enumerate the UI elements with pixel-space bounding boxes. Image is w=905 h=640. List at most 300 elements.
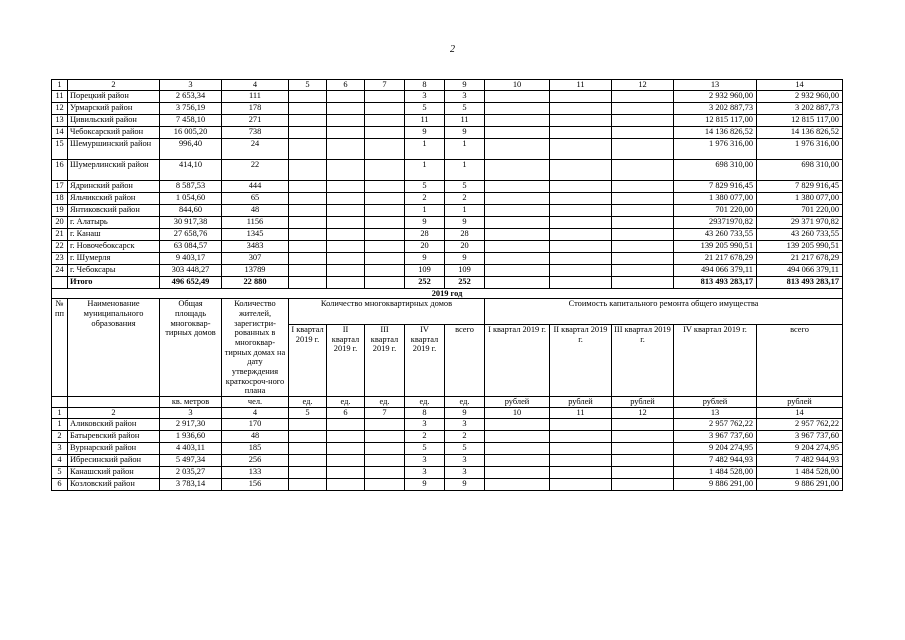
total-count-cell: 2 <box>445 430 485 442</box>
empty-cell <box>485 228 550 240</box>
area-cell: 27 658,76 <box>160 228 222 240</box>
residents-cell: 1345 <box>222 228 289 240</box>
header-area: Общая площадь многоквар-тирных домов <box>160 299 222 397</box>
empty-cell <box>485 204 550 216</box>
empty-cell <box>612 442 674 454</box>
empty-cell <box>365 466 405 478</box>
empty-cell <box>327 159 365 180</box>
unit-area: кв. метров <box>160 396 222 407</box>
total-row <box>52 276 843 288</box>
empty-cell <box>550 240 612 252</box>
total-count-cell: 3 <box>445 466 485 478</box>
q4-count-cell: 5 <box>405 180 445 192</box>
header-q1: I квартал 2019 г. <box>289 324 327 396</box>
total-cost-cell: 2 932 960,00 <box>757 90 843 102</box>
empty-cell <box>365 478 405 490</box>
area-cell: 2 653,34 <box>160 90 222 102</box>
empty-cell <box>68 396 160 407</box>
municipality-name-cell: г. Алатырь <box>68 216 160 228</box>
empty-cell <box>550 114 612 126</box>
municipality-name-cell: Ибресинский район <box>68 454 160 466</box>
empty-cell <box>289 252 327 264</box>
empty-cell <box>485 252 550 264</box>
repair-plan-table <box>51 79 843 491</box>
total-q4-cost: 813 493 283,17 <box>674 276 757 288</box>
empty-cell <box>485 276 550 288</box>
unit-ed: ед. <box>405 396 445 407</box>
row-number-cell: 2 <box>52 430 68 442</box>
q4-count-cell: 3 <box>405 90 445 102</box>
empty-cell <box>612 252 674 264</box>
empty-cell <box>550 276 612 288</box>
total-count-cell: 20 <box>445 240 485 252</box>
unit-residents: чел. <box>222 396 289 407</box>
area-cell: 996,40 <box>160 138 222 159</box>
total-cost: 813 493 283,17 <box>757 276 843 288</box>
empty-cell <box>365 228 405 240</box>
empty-cell <box>289 126 327 138</box>
empty-cell <box>485 102 550 114</box>
header-cq4: IV квартал 2019 г. <box>674 324 757 396</box>
total-cost-cell: 21 217 678,29 <box>757 252 843 264</box>
empty-cell <box>289 240 327 252</box>
empty-cell <box>327 90 365 102</box>
q4-cost-cell: 1 380 077,00 <box>674 192 757 204</box>
empty-cell <box>289 466 327 478</box>
empty-cell <box>365 102 405 114</box>
municipality-name-cell: Вурнарский район <box>68 442 160 454</box>
column-number-cell: 11 <box>550 407 612 418</box>
total-count-cell: 9 <box>445 478 485 490</box>
empty-cell <box>550 430 612 442</box>
q4-count-cell: 5 <box>405 102 445 114</box>
table-row <box>52 102 843 114</box>
empty-cell <box>327 204 365 216</box>
empty-cell <box>550 159 612 180</box>
header-q4: IV квартал 2019 г. <box>405 324 445 396</box>
q4-cost-cell: 7 482 944,93 <box>674 454 757 466</box>
empty-cell <box>550 252 612 264</box>
empty-cell <box>365 430 405 442</box>
unit-ed: ед. <box>445 396 485 407</box>
empty-cell <box>289 454 327 466</box>
table-row <box>52 90 843 102</box>
column-number-cell: 5 <box>289 80 327 91</box>
empty-cell <box>485 159 550 180</box>
row-number-cell: 22 <box>52 240 68 252</box>
municipality-name-cell: Цивильский район <box>68 114 160 126</box>
total-count-cell: 5 <box>445 442 485 454</box>
empty-cell <box>327 478 365 490</box>
unit-ed: ед. <box>327 396 365 407</box>
empty-cell <box>485 454 550 466</box>
empty-cell <box>550 442 612 454</box>
column-number-cell: 10 <box>485 80 550 91</box>
total-cost-cell: 2 957 762,22 <box>757 418 843 430</box>
unit-rub: рублей <box>550 396 612 407</box>
municipality-name-cell: Порецкий район <box>68 90 160 102</box>
total-cost-cell: 7 829 916,45 <box>757 180 843 192</box>
q4-count-cell: 28 <box>405 228 445 240</box>
empty-cell <box>289 192 327 204</box>
municipality-name-cell: Аликовский район <box>68 418 160 430</box>
area-cell: 2 035,27 <box>160 466 222 478</box>
empty-cell <box>550 454 612 466</box>
header-row <box>52 299 843 325</box>
empty-cell <box>612 264 674 276</box>
municipality-name-cell: Шумерлинский район <box>68 159 160 180</box>
total-cost-cell: 9 886 291,00 <box>757 478 843 490</box>
q4-cost-cell: 1 484 528,00 <box>674 466 757 478</box>
q4-count-cell: 9 <box>405 126 445 138</box>
empty-cell <box>365 276 405 288</box>
residents-cell: 185 <box>222 442 289 454</box>
empty-cell <box>365 216 405 228</box>
table-row <box>52 138 843 159</box>
header-municipality: Наименование муниципального образования <box>68 299 160 397</box>
q4-cost-cell: 1 976 316,00 <box>674 138 757 159</box>
column-number-cell: 8 <box>405 80 445 91</box>
total-residents: 22 880 <box>222 276 289 288</box>
empty-cell <box>485 114 550 126</box>
total-cost-cell: 1 484 528,00 <box>757 466 843 478</box>
empty-cell <box>485 192 550 204</box>
empty-cell <box>327 454 365 466</box>
total-cost-cell: 7 482 944,93 <box>757 454 843 466</box>
residents-cell: 170 <box>222 418 289 430</box>
municipality-name-cell: Урмарский район <box>68 102 160 114</box>
row-number-cell: 5 <box>52 466 68 478</box>
column-number-cell: 2 <box>68 80 160 91</box>
q4-cost-cell: 2 957 762,22 <box>674 418 757 430</box>
residents-cell: 111 <box>222 90 289 102</box>
q4-cost-cell: 701 220,00 <box>674 204 757 216</box>
total-count-cell: 1 <box>445 138 485 159</box>
unit-rub: рублей <box>612 396 674 407</box>
unit-rub: рублей <box>674 396 757 407</box>
table-row <box>52 430 843 442</box>
empty-cell <box>289 478 327 490</box>
empty-cell <box>327 442 365 454</box>
total-cost-cell: 3 967 737,60 <box>757 430 843 442</box>
empty-cell <box>289 138 327 159</box>
empty-cell <box>365 204 405 216</box>
q4-count-cell: 9 <box>405 478 445 490</box>
area-cell: 5 497,34 <box>160 454 222 466</box>
header-cost-group: Стоимость капитального ремонта общего имущества <box>485 299 843 325</box>
total-count-cell: 1 <box>445 159 485 180</box>
empty-cell <box>289 216 327 228</box>
header-call: всего <box>757 324 843 396</box>
q4-cost-cell: 9 204 274,95 <box>674 442 757 454</box>
empty-cell <box>485 126 550 138</box>
table-row <box>52 240 843 252</box>
municipality-name-cell: Канашский район <box>68 466 160 478</box>
total-count-cell: 9 <box>445 252 485 264</box>
empty-cell <box>612 180 674 192</box>
column-number-cell: 1 <box>52 80 68 91</box>
empty-cell <box>485 430 550 442</box>
empty-cell <box>550 126 612 138</box>
table-row <box>52 264 843 276</box>
column-number-cell: 9 <box>445 407 485 418</box>
row-number-cell: 19 <box>52 204 68 216</box>
empty-cell <box>52 276 68 288</box>
total-count-cell: 3 <box>445 418 485 430</box>
q4-cost-cell: 12 815 117,00 <box>674 114 757 126</box>
area-cell: 414,10 <box>160 159 222 180</box>
q4-cost-cell: 3 202 887,73 <box>674 102 757 114</box>
row-number-cell: 11 <box>52 90 68 102</box>
municipality-name-cell: г. Шумерля <box>68 252 160 264</box>
total-cost-cell: 701 220,00 <box>757 204 843 216</box>
q4-count-cell: 5 <box>405 442 445 454</box>
empty-cell <box>365 454 405 466</box>
empty-cell <box>289 114 327 126</box>
area-cell: 3 783,14 <box>160 478 222 490</box>
empty-cell <box>550 478 612 490</box>
row-number-cell: 3 <box>52 442 68 454</box>
empty-cell <box>550 228 612 240</box>
empty-cell <box>365 159 405 180</box>
municipality-name-cell: Батыревский район <box>68 430 160 442</box>
header-count-group: Количество многоквартирных домов <box>289 299 485 325</box>
empty-cell <box>327 228 365 240</box>
q4-count-cell: 1 <box>405 159 445 180</box>
empty-cell <box>289 204 327 216</box>
column-number-cell: 6 <box>327 407 365 418</box>
row-number-cell: 23 <box>52 252 68 264</box>
table-row <box>52 252 843 264</box>
municipality-name-cell: Чебоксарский район <box>68 126 160 138</box>
q4-count-cell: 3 <box>405 466 445 478</box>
row-number-cell: 1 <box>52 418 68 430</box>
empty-cell <box>550 192 612 204</box>
empty-cell <box>612 418 674 430</box>
area-cell: 1 936,60 <box>160 430 222 442</box>
table-row <box>52 466 843 478</box>
row-number-cell: 16 <box>52 159 68 180</box>
q4-count-cell: 1 <box>405 138 445 159</box>
table-row <box>52 228 843 240</box>
header-all: всего <box>445 324 485 396</box>
empty-cell <box>327 240 365 252</box>
header-cq3: III квартал 2019 г. <box>612 324 674 396</box>
total-area: 496 652,49 <box>160 276 222 288</box>
empty-cell <box>289 180 327 192</box>
empty-cell <box>327 180 365 192</box>
empty-cell <box>327 264 365 276</box>
residents-cell: 13789 <box>222 264 289 276</box>
area-cell: 303 448,27 <box>160 264 222 276</box>
table-row <box>52 418 843 430</box>
units-row <box>52 396 843 407</box>
empty-cell <box>612 90 674 102</box>
table-row <box>52 126 843 138</box>
empty-cell <box>365 252 405 264</box>
total-cost-cell: 1 380 077,00 <box>757 192 843 204</box>
total-cost-cell: 9 204 274,95 <box>757 442 843 454</box>
residents-cell: 738 <box>222 126 289 138</box>
row-number-cell: 13 <box>52 114 68 126</box>
empty-cell <box>550 204 612 216</box>
total-label: Итого <box>68 276 160 288</box>
column-number-cell: 11 <box>550 80 612 91</box>
q4-cost-cell: 698 310,00 <box>674 159 757 180</box>
table-row <box>52 478 843 490</box>
row-number-cell: 12 <box>52 102 68 114</box>
column-number-cell: 10 <box>485 407 550 418</box>
q4-count-cell: 3 <box>405 418 445 430</box>
area-cell: 3 756,19 <box>160 102 222 114</box>
column-number-cell: 3 <box>160 80 222 91</box>
column-number-cell: 14 <box>757 80 843 91</box>
area-cell: 16 005,20 <box>160 126 222 138</box>
empty-cell <box>612 240 674 252</box>
area-cell: 1 054,60 <box>160 192 222 204</box>
row-number-cell: 21 <box>52 228 68 240</box>
q4-count-cell: 11 <box>405 114 445 126</box>
empty-cell <box>612 466 674 478</box>
empty-cell <box>365 114 405 126</box>
year-title: 2019 год <box>52 288 843 299</box>
header-q2: II квартал 2019 г. <box>327 324 365 396</box>
empty-cell <box>612 276 674 288</box>
column-number-cell: 3 <box>160 407 222 418</box>
empty-cell <box>485 442 550 454</box>
empty-cell <box>365 240 405 252</box>
residents-cell: 256 <box>222 454 289 466</box>
row-number-cell: 15 <box>52 138 68 159</box>
empty-cell <box>327 192 365 204</box>
q4-cost-cell: 3 967 737,60 <box>674 430 757 442</box>
empty-cell <box>365 192 405 204</box>
empty-cell <box>550 418 612 430</box>
empty-cell <box>289 276 327 288</box>
empty-cell <box>289 159 327 180</box>
empty-cell <box>365 126 405 138</box>
unit-rub: рублей <box>757 396 843 407</box>
residents-cell: 133 <box>222 466 289 478</box>
residents-cell: 22 <box>222 159 289 180</box>
empty-cell <box>612 192 674 204</box>
total-count-cell: 5 <box>445 180 485 192</box>
total-count-cell: 28 <box>445 228 485 240</box>
header-cq1: I квартал 2019 г. <box>485 324 550 396</box>
total-cost-cell: 14 136 826,52 <box>757 126 843 138</box>
empty-cell <box>485 478 550 490</box>
empty-cell <box>327 126 365 138</box>
area-cell: 2 917,30 <box>160 418 222 430</box>
column-number-cell: 4 <box>222 407 289 418</box>
column-number-cell: 13 <box>674 407 757 418</box>
total-cost-cell: 494 066 379,11 <box>757 264 843 276</box>
residents-cell: 48 <box>222 204 289 216</box>
empty-cell <box>612 204 674 216</box>
empty-cell <box>365 90 405 102</box>
empty-cell <box>365 442 405 454</box>
area-cell: 7 458,10 <box>160 114 222 126</box>
column-number-cell: 7 <box>365 407 405 418</box>
empty-cell <box>289 90 327 102</box>
empty-cell <box>612 138 674 159</box>
empty-cell <box>365 264 405 276</box>
column-number-row <box>52 80 843 91</box>
municipality-name-cell: г. Чебоксары <box>68 264 160 276</box>
column-number-cell: 4 <box>222 80 289 91</box>
header-number: № пп <box>52 299 68 397</box>
total-count-cell: 3 <box>445 454 485 466</box>
empty-cell <box>485 138 550 159</box>
q4-count-cell: 109 <box>405 264 445 276</box>
municipality-name-cell: г. Новочебоксарск <box>68 240 160 252</box>
municipality-name-cell: Янтиковский район <box>68 204 160 216</box>
table-row <box>52 180 843 192</box>
empty-cell <box>289 418 327 430</box>
total-count-cell: 2 <box>445 192 485 204</box>
empty-cell <box>327 430 365 442</box>
total-cost-cell: 698 310,00 <box>757 159 843 180</box>
q4-cost-cell: 139 205 990,51 <box>674 240 757 252</box>
residents-cell: 307 <box>222 252 289 264</box>
residents-cell: 1156 <box>222 216 289 228</box>
area-cell: 63 084,57 <box>160 240 222 252</box>
empty-cell <box>485 466 550 478</box>
empty-cell <box>612 216 674 228</box>
unit-ed: ед. <box>365 396 405 407</box>
q4-count-cell: 20 <box>405 240 445 252</box>
empty-cell <box>485 90 550 102</box>
q4-cost-cell: 43 260 733,55 <box>674 228 757 240</box>
area-cell: 9 403,17 <box>160 252 222 264</box>
total-cost-cell: 12 815 117,00 <box>757 114 843 126</box>
municipality-name-cell: Козловский район <box>68 478 160 490</box>
column-number-cell: 8 <box>405 407 445 418</box>
table-row <box>52 204 843 216</box>
row-number-cell: 17 <box>52 180 68 192</box>
q4-cost-cell: 29371970,82 <box>674 216 757 228</box>
column-number-cell: 1 <box>52 407 68 418</box>
q4-count-cell: 1 <box>405 204 445 216</box>
municipality-name-cell: Шемуршинский район <box>68 138 160 159</box>
municipality-name-cell: г. Канаш <box>68 228 160 240</box>
empty-cell <box>550 466 612 478</box>
q4-count-cell: 9 <box>405 216 445 228</box>
total-cost-cell: 29 371 970,82 <box>757 216 843 228</box>
total-count-cell: 11 <box>445 114 485 126</box>
empty-cell <box>550 138 612 159</box>
row-number-cell: 24 <box>52 264 68 276</box>
area-cell: 844,60 <box>160 204 222 216</box>
table-row <box>52 442 843 454</box>
total-count-cell: 109 <box>445 264 485 276</box>
empty-cell <box>485 418 550 430</box>
total-count: 252 <box>445 276 485 288</box>
total-cost-cell: 139 205 990,51 <box>757 240 843 252</box>
column-number-row <box>52 407 843 418</box>
q4-cost-cell: 9 886 291,00 <box>674 478 757 490</box>
empty-cell <box>550 216 612 228</box>
row-number-cell: 4 <box>52 454 68 466</box>
municipality-name-cell: Яльчикский район <box>68 192 160 204</box>
table-row <box>52 114 843 126</box>
row-number-cell: 14 <box>52 126 68 138</box>
total-count-cell: 5 <box>445 102 485 114</box>
column-number-cell: 6 <box>327 80 365 91</box>
residents-cell: 24 <box>222 138 289 159</box>
unit-ed: ед. <box>289 396 327 407</box>
q4-cost-cell: 7 829 916,45 <box>674 180 757 192</box>
